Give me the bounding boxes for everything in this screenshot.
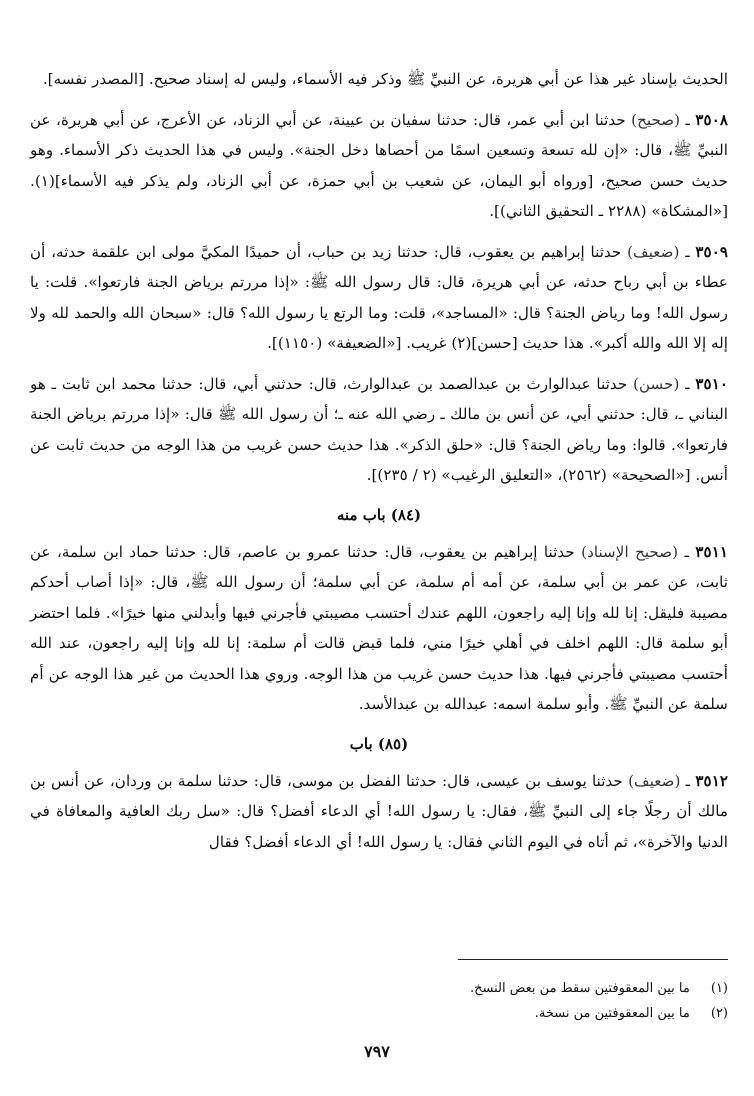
hadith-3512: ٣٥١٢ ـ (ضعيف) حدثنا يوسف بن عيسى، قال: حدثنا الفضل بن موسى، قال: حدثنا سلمة بن وردان، عن أنس بن مالك أن رجلًا جاء إلى النبيِّ ﷺ، فقال: يا رسول الله! أي الدعاء أفضل؟ قال: «سل ربك العافية والمعافاة في الدنيا والآخرة»، ثم أتاه في اليوم الثاني فقال: يا رسول الله! أي الدعاء أفضل؟ فقال bbox=[30, 771, 729, 851]
intro-text: الحديث بإسناد غير هذا عن أبي هريرة، عن النبيِّ ﷺ وذكر فيه الأسماء، وليس له إسناد صحيح. [المصدر نفسه]. bbox=[42, 70, 728, 88]
hadith-3510: ٣٥١٠ ـ (حسن) حدثنا عبدالوارث بن عبدالصمد بن عبدالوارث، قال: حدثني أبي، قال: حدثنا محمد ابن ثابت ـ هو البناني ـ، قال: حدثني أبي، عن أنس بن مالك ـ رضي الله عنه ـ؛ أن رسول الله ﷺ قال: «إذا مررتم برياض الجنة فارتعوا». قالوا: وما رياض الجنة؟ قال: «حلق الذكر». هذا حديث حسن غريب من هذا الوجه من حديث ثابت عن أنس. [«الصحيحة» (٢٥٦٢)، «التعليق الرغيب» (٢ / ٢٣٥)]. bbox=[30, 374, 729, 484]
hadith-text: حدثنا إبراهيم بن يعقوب، قال: حدثنا عمرو بن عاصم، قال: حدثنا حماد ابن سلمة، عن ثابت، عن عمر بن أبي سلمة، عن أمه أم سلمة، عن أبي سلمة؛ أن رسول الله ﷺ، قال: «إذا أصاب أحدكم مصيبة فليقل: إنا لله وإنا إليه راجعون، اللهم عندك أحتسب مصيبتي فأجرني فيها وأبدلني منها خيرًا». فلما احتضر أبو سلمة قال: اللهم اخلف في أهلي خيرًا مني، فلما قبض قالت أم سلمة: إنا لله وإنا إليه راجعون، عند الله أحتسب مصيبتي فأجرني فيها. هذا حديث حسن غريب من هذا الوجه. وروي هذا الحديث من غير هذا الوجه عن أم سلمة عن النبيِّ ﷺ. وأبو سلمة اسمه: عبدالله بن عبدالأسد. bbox=[30, 542, 728, 713]
hadith-grade: (ضعيف) bbox=[628, 771, 681, 790]
hadith-3509: ٣٥٠٩ ـ (ضعيف) حدثنا إبراهيم بن يعقوب، قال: حدثنا زيد بن حباب، أن حميدًا المكيَّ مولى ابن علقمة حدثه، أن عطاء بن أبي رباح حدثه، عن أبي هريرة، قال: قال رسول الله ﷺ: «إذا مررتم برياض الجنة فارتعوا». قلت: يا رسول الله! وما رياض الجنة؟ قال: «المساجد»، قلت: وما الرتع يا رسول الله؟ قال: «سبحان الله والحمد لله ولا إله إلا الله والله أكبر». هذا حديث [حسن](٢) غريب. [«الضعيفة» (١١٥٠)]. bbox=[30, 242, 729, 352]
hadith-number: ٣٥٠٨ bbox=[695, 110, 729, 129]
footnote-text: ما بين المعقوفتين من نسخة. bbox=[534, 1006, 690, 1021]
hadith-text: حدثنا عبدالوارث بن عبدالصمد بن عبدالوارث، قال: حدثني أبي، قال: حدثنا محمد ابن ثابت ـ هو البناني ـ، قال: حدثني أبي، عن أنس بن مالك ـ رضي الله عنه ـ؛ أن رسول الله ﷺ قال: «إذا مررتم برياض الجنة فارتعوا». قالوا: وما رياض الجنة؟ قال: «حلق الذكر». هذا حديث حسن غريب من هذا الوجه من حديث ثابت عن أنس. [«الصحيحة» (٢٥٦٢)، «التعليق الرغيب» (٢ / ٢٣٥)]. bbox=[30, 374, 728, 484]
hadith-text: حدثنا إبراهيم بن يعقوب، قال: حدثنا زيد بن حباب، أن حميدًا المكيَّ مولى ابن علقمة حدثه، أن عطاء بن أبي رباح حدثه، عن أبي هريرة، قال: قال رسول الله ﷺ: «إذا مررتم برياض الجنة فارتعوا». قلت: يا رسول الله! وما رياض الجنة؟ قال: «المساجد»، قلت: وما الرتع يا رسول الله؟ قال: «سبحان الله والحمد لله ولا إله إلا الله والله أكبر». هذا حديث [حسن](٢) غريب. [«الضعيفة» (١١٥٠)]. bbox=[30, 242, 728, 352]
hadith-number: ٣٥١٢ bbox=[695, 771, 729, 790]
hadith-text: حدثنا ابن أبي عمر، قال: حدثنا سفيان بن عيينة، عن أبي الزناد، عن الأعرج، عن أبي هريرة، عن النبيِّ ﷺ، قال: «إن لله تسعة وتسعين اسمًا من أحصاها دخل الجنة». وليس في هذا الحديث ذكر الأسماء. وهو حديث حسن صحيح، [ورواه أبو اليمان، عن شعيب بن أبي حمزة، عن أبي الزناد، ولم يذكر فيه الأسماء](١). [«المشكاة» (٢٢٨٨ ـ التحقيق الثاني)]. bbox=[30, 110, 728, 220]
hadith-text: حدثنا يوسف بن عيسى، قال: حدثنا الفضل بن موسى، قال: حدثنا سلمة بن وردان، عن أنس بن مالك أن رجلًا جاء إلى النبيِّ ﷺ، فقال: يا رسول الله! أي الدعاء أفضل؟ قال: «سل ربك العافية والمعافاة في الدنيا والآخرة»، ثم أتاه في اليوم الثاني فقال: يا رسول الله! أي الدعاء أفضل؟ فقال bbox=[30, 771, 728, 851]
hadith-3508: ٣٥٠٨ ـ (صحيح) حدثنا ابن أبي عمر، قال: حدثنا سفيان بن عيينة، عن أبي الزناد، عن الأعرج، عن أبي هريرة، عن النبيِّ ﷺ، قال: «إن لله تسعة وتسعين اسمًا من أحصاها دخل الجنة». وليس في هذا الحديث ذكر الأسماء. وهو حديث حسن صحيح، [ورواه أبو اليمان، عن شعيب بن أبي حمزة، عن أبي الزناد، ولم يذكر فيه الأسماء](١). [«المشكاة» (٢٢٨٨ ـ التحقيق الثاني)]. bbox=[30, 110, 729, 220]
footnote bbox=[28, 1001, 728, 1026]
footnote-mark: (٢) bbox=[710, 1006, 728, 1021]
hadith-grade: (صحيح) bbox=[631, 110, 681, 129]
hadith-number: ٣٥٠٩ bbox=[695, 242, 729, 261]
hadith-number: ٣٥١١ bbox=[695, 542, 729, 561]
footnote-text: ما بين المعقوفتين سقط من بعض النسخ. bbox=[469, 981, 690, 996]
chapter-heading-85: (٨٥) باب bbox=[349, 734, 409, 753]
hadith-grade: (صحيح الإسناد) bbox=[581, 542, 679, 561]
hadith-3511: ٣٥١١ ـ (صحيح الإسناد) حدثنا إبراهيم بن يعقوب، قال: حدثنا عمرو بن عاصم، قال: حدثنا حماد ابن سلمة، عن ثابت، عن عمر بن أبي سلمة، عن أمه أم سلمة، عن أبي سلمة؛ أن رسول الله ﷺ، قال: «إذا أصاب أحدكم مصيبة فليقل: إنا لله وإنا إليه راجعون، اللهم عندك أحتسب مصيبتي فأجرني فيها وأبدلني منها خيرًا». فلما احتضر أبو سلمة قال: اللهم اخلف في أهلي خيرًا مني، فلما قبض قالت أم سلمة: إنا لله وإنا إليه راجعون، عند الله أحتسب مصيبتي فأجرني فيها. هذا حديث حسن غريب من هذا الوجه. وروي هذا الحديث من غير هذا الوجه عن أم سلمة عن النبيِّ ﷺ. وأبو سلمة اسمه: عبدالله بن عبدالأسد. bbox=[30, 542, 729, 713]
footnote-divider bbox=[458, 959, 728, 960]
hadith-grade: (حسن) bbox=[633, 374, 680, 393]
chapter-heading-84: (٨٤) باب منه bbox=[336, 505, 422, 524]
footnote-mark: (١) bbox=[710, 981, 728, 996]
footnote bbox=[28, 976, 728, 1001]
page-number: ٧٩٧ bbox=[364, 1042, 390, 1061]
hadith-number: ٣٥١٠ bbox=[695, 374, 729, 393]
hadith-grade: (ضعيف) bbox=[627, 242, 680, 261]
intro-paragraph bbox=[30, 64, 728, 95]
footnotes bbox=[28, 976, 728, 1026]
